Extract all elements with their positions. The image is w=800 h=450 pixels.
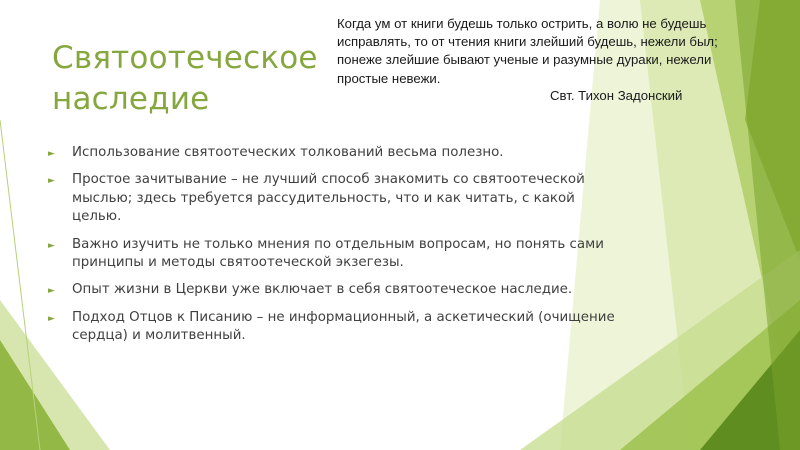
bullet-text: Использование святоотеческих толкований весьма полезно. — [72, 145, 504, 160]
bullet-item — [48, 236, 618, 273]
slide-title — [52, 38, 322, 120]
title-line-2: наследие — [52, 81, 210, 117]
bullet-arrow-icon: ► — [48, 286, 55, 297]
bullet-item — [48, 281, 618, 299]
bullet-text: Простое зачитывание – не лучший способ знакомить со святоотеческой мыслью; здесь требуется рассудительность, что и как читать, с какой целью. — [72, 172, 585, 225]
bullet-arrow-icon: ► — [48, 240, 55, 251]
bullet-arrow-icon: ► — [48, 149, 55, 159]
bullet-text: Подход Отцов к Писанию – не информационный, а аскетический (очищение сердца) и молитвенный. — [72, 309, 615, 344]
bullet-list — [48, 144, 618, 355]
bullet-item — [48, 144, 618, 162]
epigraph-quote: Когда ум от книги будешь только острить, а волю не будешь исправлять, то от чтения книги злейший будешь, нежели был; понеже злейшие бывают ученые и разумные дураки, нежели простые невежи. — [337, 16, 718, 86]
bullet-item — [48, 171, 618, 226]
bullet-arrow-icon: ► — [48, 313, 55, 324]
bullet-arrow-icon: ► — [48, 176, 55, 187]
epigraph-author: Свт. Тихон Задонский — [550, 88, 683, 103]
bullet-text: Опыт жизни в Церкви уже включает в себя святоотеческое наследие. — [72, 282, 573, 298]
bullet-text: Важно изучить не только мнения по отдельным вопросам, но понять сами принципы и методы святоотеческой экзегезы. — [72, 236, 604, 271]
bullet-item — [48, 309, 618, 346]
title-line-1: Святоотеческое — [52, 40, 318, 76]
